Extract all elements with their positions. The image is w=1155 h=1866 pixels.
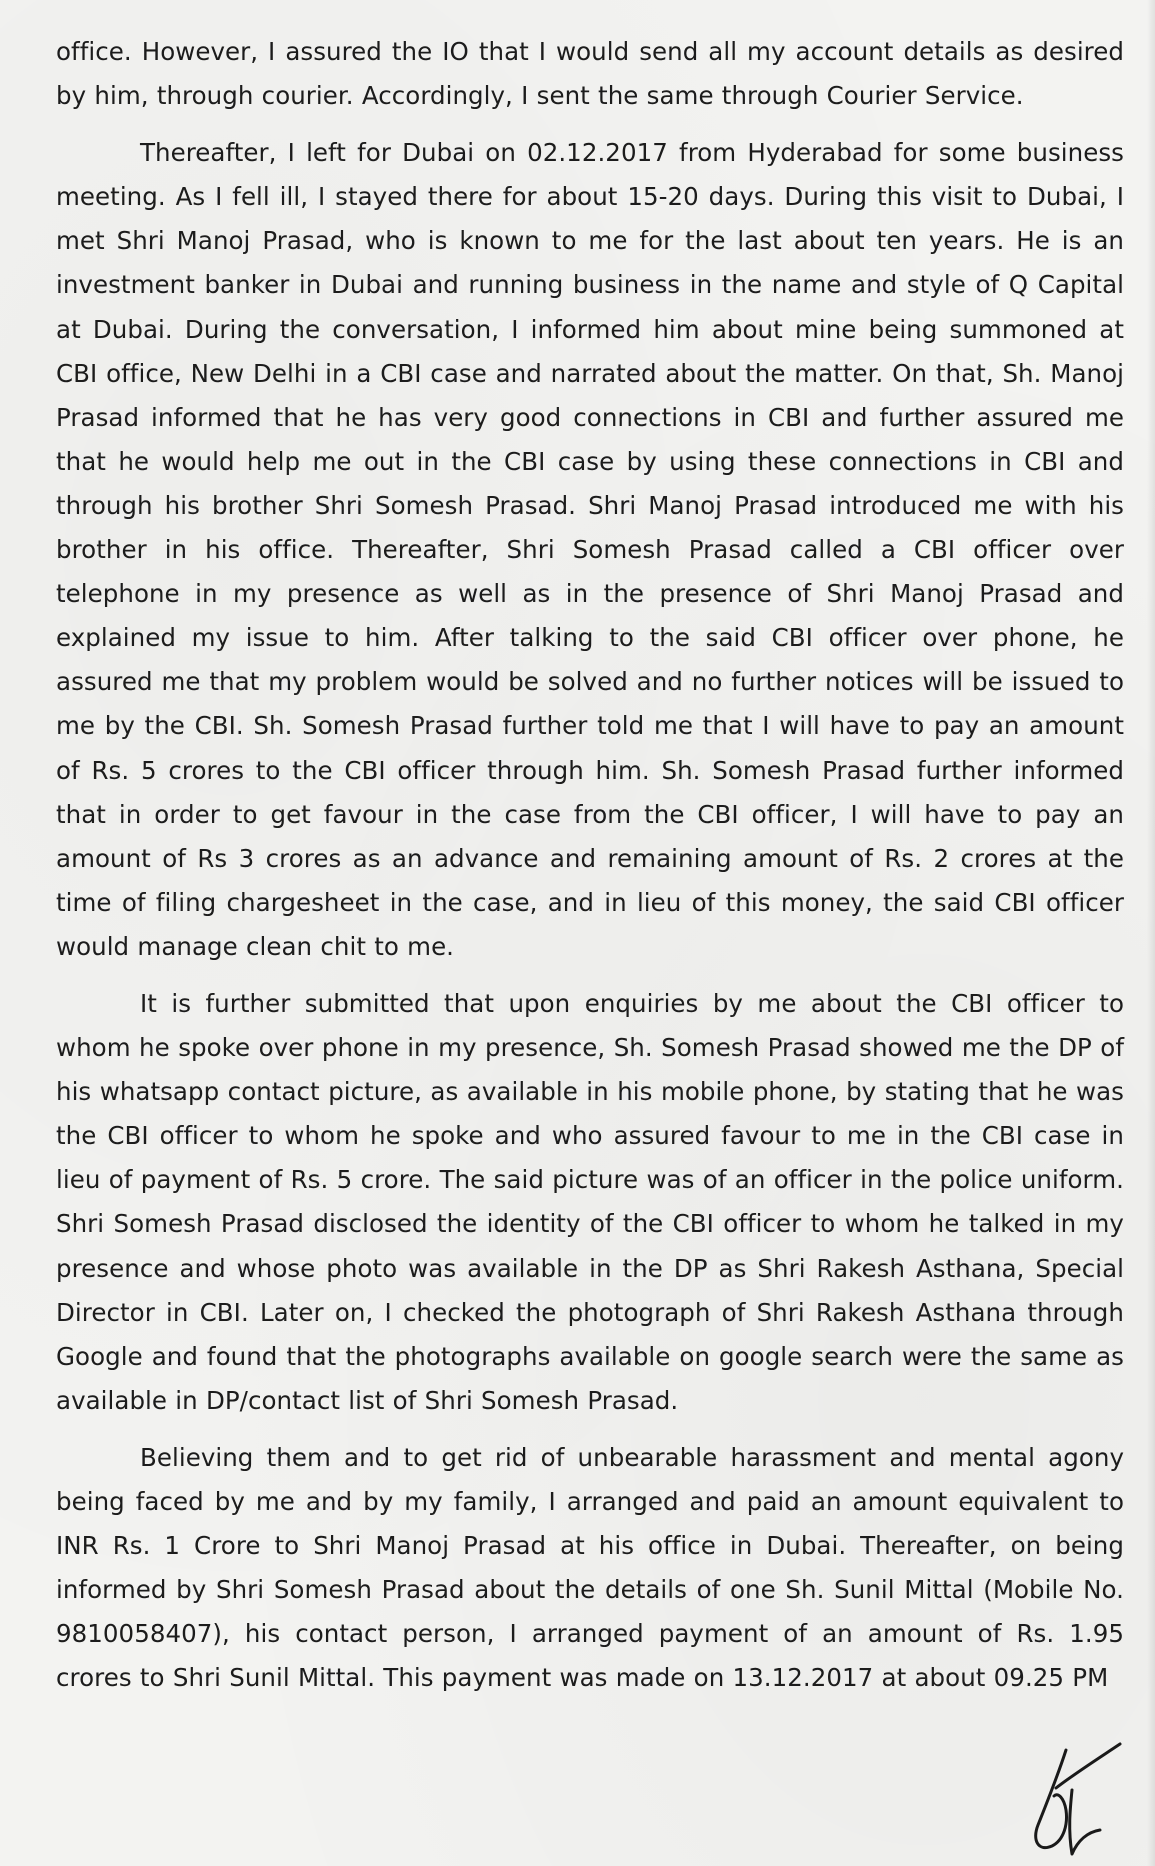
paragraph-4: Believing them and to get rid of unbearable harassment and mental agony being faced by me and by my family, I arranged and paid an amount equivalent to INR Rs. 1 Crore to Shri Manoj Prasad at his office in Dubai. Thereafter, on being informed by Shri Somesh Prasad about the details of one Sh. Sunil Mittal (Mobile No. 9810058407), his contact person, I arranged payment of an amount of Rs. 1.95 crores to Shri Sunil Mittal. This payment was made on 13.12.2017 at about 09.25 PM bbox=[56, 1442, 1124, 1693]
paragraph-3: It is further submitted that upon enquiries by me about the CBI officer to whom he spoke over phone in my presence, Sh. Somesh Prasad showed me the DP of his whatsapp contact picture, as available in his mobile phone, by stating that he was the CBI officer to whom he spoke and who assured favour to me in the CBI case in lieu of payment of Rs. 5 crore. The said picture was of an officer in the police uniform. Shri Somesh Prasad disclosed the identity of the CBI officer to whom he talked in my presence and whose photo was available in the DP as Shri Rakesh Asthana, Special Director in CBI. Later on, I checked the photograph of Shri Rakesh Asthana through Google and found that the photographs available on google search were the same as available in DP/contact list of Shri Somesh Prasad. bbox=[56, 988, 1124, 1415]
document-body bbox=[56, 30, 1124, 1700]
handwritten-signature bbox=[1008, 1740, 1128, 1860]
paragraph-1: office. However, I assured the IO that I would send all my account details as desired by him, through courier. Accordingly, I sent the same through Courier Service. bbox=[56, 37, 1124, 111]
scan-edge-shadow bbox=[1147, 0, 1155, 1866]
paragraph-2: Thereafter, I left for Dubai on 02.12.2017 from Hyderabad for some business meeting. As I fell ill, I stayed there for about 15-20 days. During this visit to Dubai, I met Shri Manoj Prasad, who is known to me for the last about ten years. He is an investment banker in Dubai and running business in the name and style of Q Capital at Dubai. During the conversation, I informed him about mine being summoned at CBI office, New Delhi in a CBI case and narrated about the matter. On that, Sh. Manoj Prasad informed that he has very good connections in CBI and further assured me that he would help me out in the CBI case by using these connections in CBI and through his brother Shri Somesh Prasad. Shri Manoj Prasad introduced me with his brother in his office. Thereafter, Shri Somesh Prasad called a CBI officer over telephone in my presence as well as in the presence of Shri Manoj Prasad and explained my issue to him. After talking to the said CBI officer over phone, he assured me that my problem would be solved and no further notices will be issued to me by the CBI. Sh. Somesh Prasad further told me that I will have to pay an amount of Rs. 5 crores to the CBI officer through him. Sh. Somesh Prasad further informed that in order to get favour in the case from the CBI officer, I will have to pay an amount of Rs 3 crores as an advance and remaining amount of Rs. 2 crores at the time of filing chargesheet in the case, and in lieu of this money, the said CBI officer would manage clean chit to me. bbox=[56, 138, 1124, 961]
